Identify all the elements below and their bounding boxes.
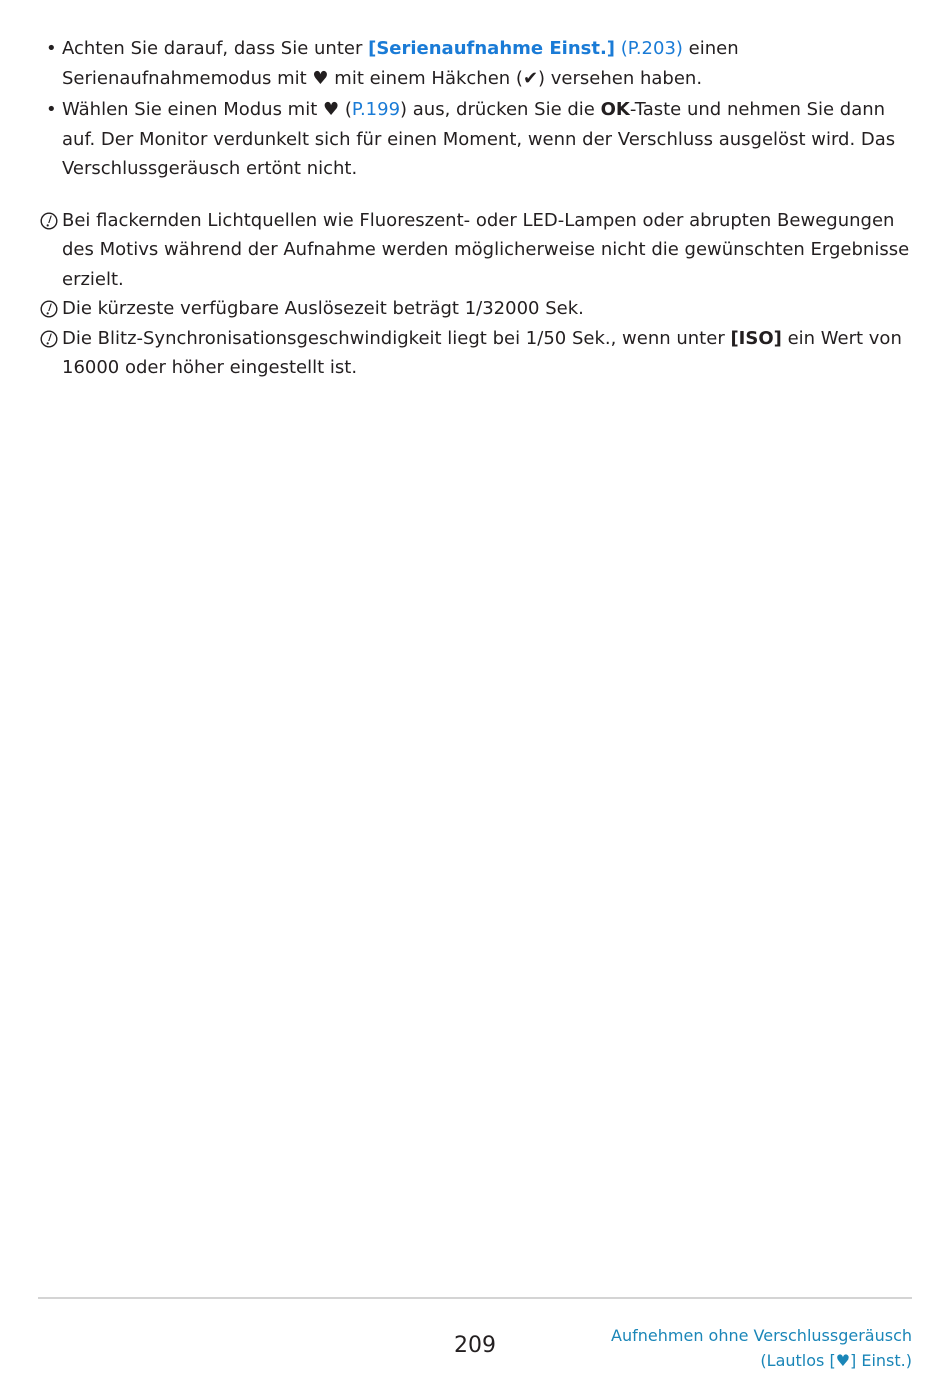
caution-icon <box>40 300 58 318</box>
list-item <box>40 95 920 184</box>
page-number: 209 <box>454 1333 496 1358</box>
bullet-list <box>40 34 920 184</box>
ok-button-label: OK <box>600 99 630 120</box>
caution-note <box>40 294 920 324</box>
footer-title-text: (Lautlos [ <box>760 1351 836 1370</box>
page-content <box>40 34 920 383</box>
caution-note <box>40 324 920 383</box>
bullet-icon: • <box>46 99 57 120</box>
note-text: Bei flackernden Lichtquellen wie Fluoreszent- oder LED-Lampen oder abrupten Bewegungen des Motivs während der Aufnahme werden möglicherweise nicht die gewünschten Ergebnisse erzielt. <box>62 209 910 290</box>
caution-icon <box>40 212 58 230</box>
bullet-text: einen Serienaufnahmemodus mit <box>62 38 739 89</box>
iso-setting-label: [ISO] <box>730 327 782 349</box>
heart-icon: ♥ <box>835 1351 851 1370</box>
bullet-icon: • <box>46 38 57 59</box>
bullet-text: -Taste und nehmen Sie dann auf. Der Monitor verdunkelt sich für einen Moment, wenn der Verschluss ausgelöst wird. Das Verschlussgeräusch ertönt nicht. <box>62 99 896 179</box>
bullet-text: Wählen Sie einen Modus mit <box>62 99 323 120</box>
footer-divider <box>38 1297 912 1299</box>
check-icon: ✔ <box>522 67 539 89</box>
caution-icon <box>40 330 58 348</box>
footer-title-line1: Aufnehmen ohne Verschlussgeräusch <box>611 1326 912 1345</box>
caution-note <box>40 206 920 295</box>
note-text: Die Blitz-Synchronisationsgeschwindigkeit liegt bei 1/50 Sek., wenn unter <box>62 327 731 349</box>
heart-icon: ♥ <box>312 67 329 89</box>
note-text: ein Wert von 16000 oder höher eingestellt ist. <box>62 327 902 378</box>
serienaufnahme-einst-link[interactable]: [Serienaufnahme Einst.] <box>368 38 616 59</box>
bullet-text: Achten Sie darauf, dass Sie unter <box>62 38 369 59</box>
heart-icon: ♥ <box>323 99 340 120</box>
note-text: Die kürzeste verfügbare Auslösezeit beträgt 1/32000 Sek. <box>62 298 584 319</box>
list-item <box>40 34 920 93</box>
bullet-text: ) versehen haben. <box>538 67 703 89</box>
page-ref-link-203[interactable]: (P.203) <box>620 38 683 59</box>
caution-notes <box>40 206 920 383</box>
footer-title-line2 <box>611 1348 912 1373</box>
footer-section-title[interactable] <box>611 1323 912 1373</box>
footer-title-text: ] Einst.) <box>850 1351 912 1370</box>
bullet-text: ( <box>339 99 352 120</box>
bullet-text: mit einem Häkchen ( <box>328 67 523 89</box>
bullet-text: ) aus, drücken Sie die <box>400 99 601 120</box>
page-ref-link-199[interactable]: P.199 <box>351 99 401 120</box>
